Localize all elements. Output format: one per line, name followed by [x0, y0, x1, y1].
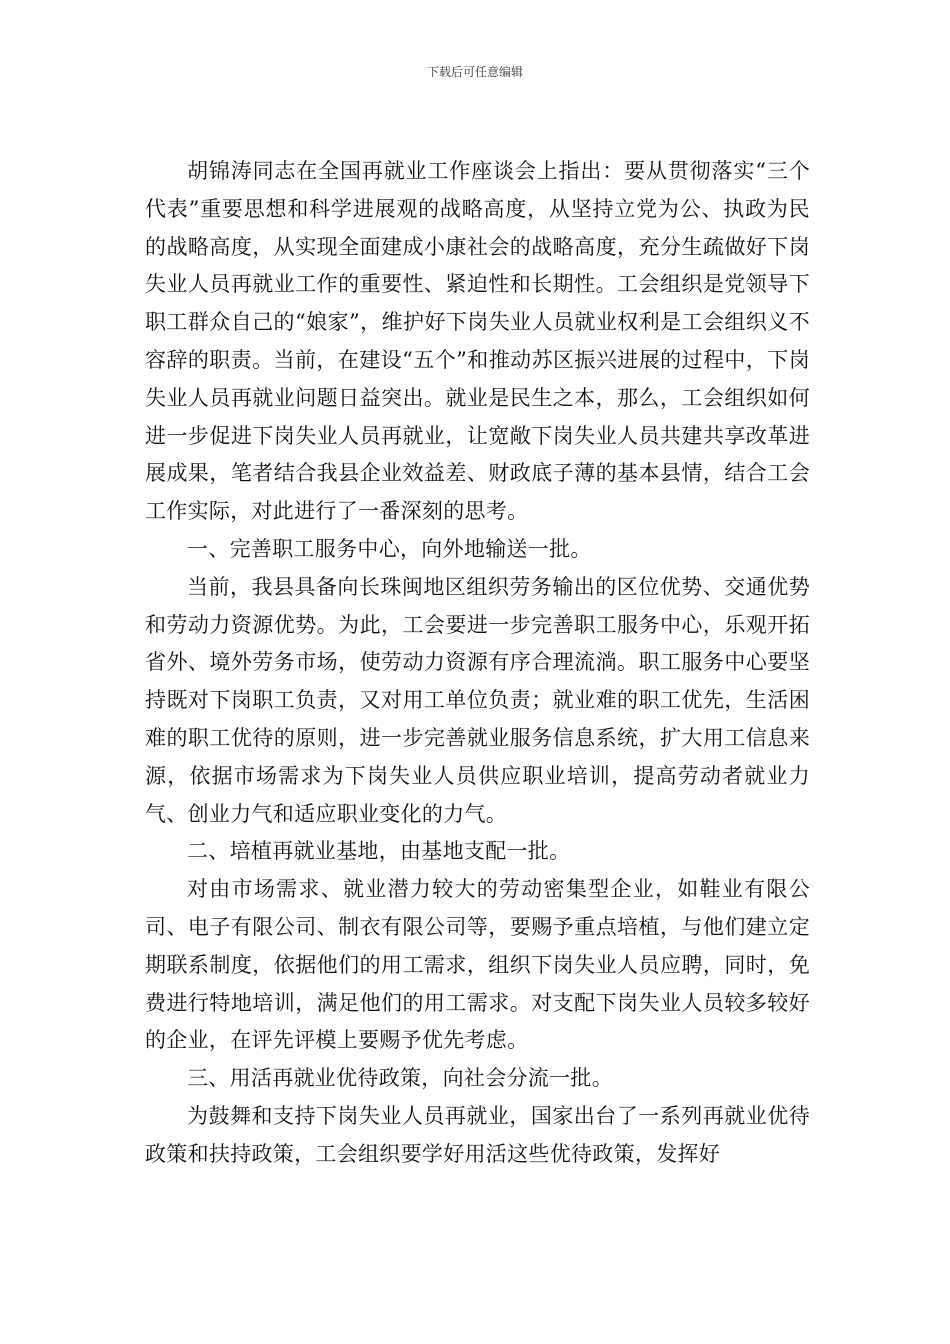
- paragraph-section-3: 为鼓舞和支持下岗失业人员再就业，国家出台了一系列再就业优待政策和扶持政策，工会组织要学好用活这些优待政策，发挥好: [145, 1103, 810, 1166]
- paragraph-intro: 胡锦涛同志在全国再就业工作座谈会上指出：要从贯彻落实“三个代表”重要思想和科学进展观的战略高度，从坚持立党为公、执政为民的战略高度，从实现全面建成小康社会的战略高度，充分生疏做好下岗失业人员再就业工作的重要性、紧迫性和长期性。工会组织是党领导下职工群众自己的“娘家”，维护好下岗失业人员就业权利是工会组织义不容辞的职责。当前，在建设“五个”和推动苏区振兴进展的过程中，下岗失业人员再就业问题日益突出。就业是民生之本，那么，工会组织如何进一步促进下岗失业人员再就业，让宽敞下岗失业人员共建共享改革进展成果，笔者结合我县企业效益差、财政底子薄的基本县情，结合工会工作实际，对此进行了一番深刻的思考。: [145, 159, 810, 524]
- section-heading-1: 一、完善职工服务中心，向外地输送一批。: [187, 536, 592, 561]
- document-body: [145, 153, 810, 1174]
- paragraph-section-2: 对由市场需求、就业潜力较大的劳动密集型企业，如鞋业有限公司、电子有限公司、制衣有限公司等，要赐予重点培植，与他们建立定期联系制度，依据他们的用工需求，组织下岗失业人员应聘，同时，免费进行特地培训，满足他们的用工需求。对支配下岗失业人员较多较好的企业，在评先评模上要赐予优先考虑。: [145, 877, 810, 1053]
- section-heading-2: 二、培植再就业基地，由基地支配一批。: [187, 839, 571, 864]
- section-heading-3: 三、用活再就业优待政策，向社会分流一批。: [187, 1066, 613, 1091]
- paragraph-section-1: 当前，我县具备向长珠闽地区组织劳务输出的区位优势、交通优势和劳动力资源优势。为此，工会要进一步完善职工服务中心，乐观开拓省外、境外劳务市场，使劳动力资源有序合理流淌。职工服务中心要坚持既对下岗职工负责，又对用工单位负责；就业难的职工优先，生活困难的职工优待的原则，进一步完善就业服务信息系统，扩大用工信息来源，依据市场需求为下岗失业人员供应职业培训，提高劳动者就业力气、创业力气和适应职业变化的力气。: [145, 574, 810, 826]
- page-header-note: 下载后可任意编辑: [426, 65, 523, 79]
